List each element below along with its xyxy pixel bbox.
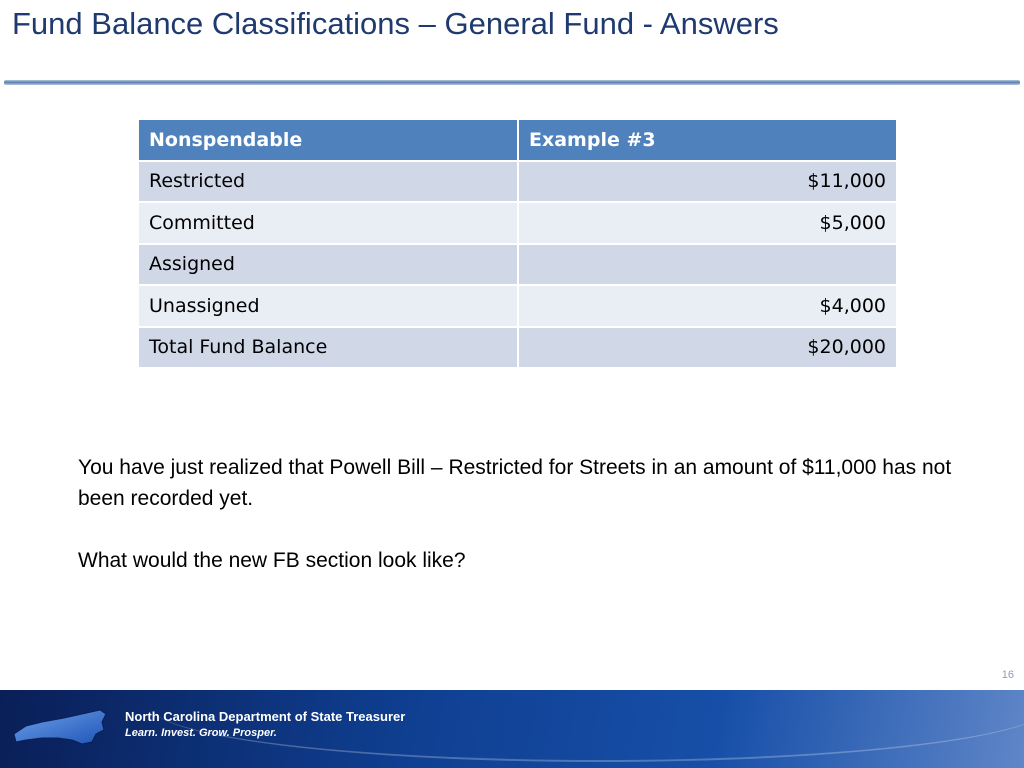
table-header-example: Example #3 [518, 119, 897, 161]
row-label-restricted: Restricted [138, 161, 518, 203]
table-row [138, 202, 897, 244]
table-header-classification: Nonspendable [138, 119, 518, 161]
table-header-row [138, 119, 897, 161]
footer-org-name: North Carolina Department of State Treasurer [125, 709, 406, 724]
table-row [138, 285, 897, 327]
row-amount-total: $20,000 [518, 327, 897, 369]
table-row [138, 244, 897, 286]
slide-title: Fund Balance Classifications – General Fund - Answers [12, 6, 779, 41]
north-carolina-map-icon [12, 704, 108, 750]
row-label-committed: Committed [138, 202, 518, 244]
page-number: 16 [1001, 669, 1014, 681]
row-label-total: Total Fund Balance [138, 327, 518, 369]
row-label-assigned: Assigned [138, 244, 518, 286]
table-row [138, 161, 897, 203]
fund-balance-table [137, 118, 898, 369]
row-label-unassigned: Unassigned [138, 285, 518, 327]
question-paragraph-scenario: You have just realized that Powell Bill – Restricted for Streets in an amount of $11,000 has not been recorded yet. [78, 456, 952, 510]
footer-swoosh [150, 690, 1024, 762]
title-divider [4, 80, 1020, 85]
row-amount-restricted: $11,000 [518, 161, 897, 203]
question-paragraph-prompt: What would the new FB section look like? [78, 549, 466, 572]
row-amount-assigned [518, 244, 897, 286]
row-amount-unassigned: $4,000 [518, 285, 897, 327]
footer-banner [0, 690, 1024, 768]
table-row [138, 327, 897, 369]
footer-tagline: Learn. Invest. Grow. Prosper. [125, 727, 277, 739]
row-amount-committed: $5,000 [518, 202, 897, 244]
question-text [78, 452, 978, 576]
